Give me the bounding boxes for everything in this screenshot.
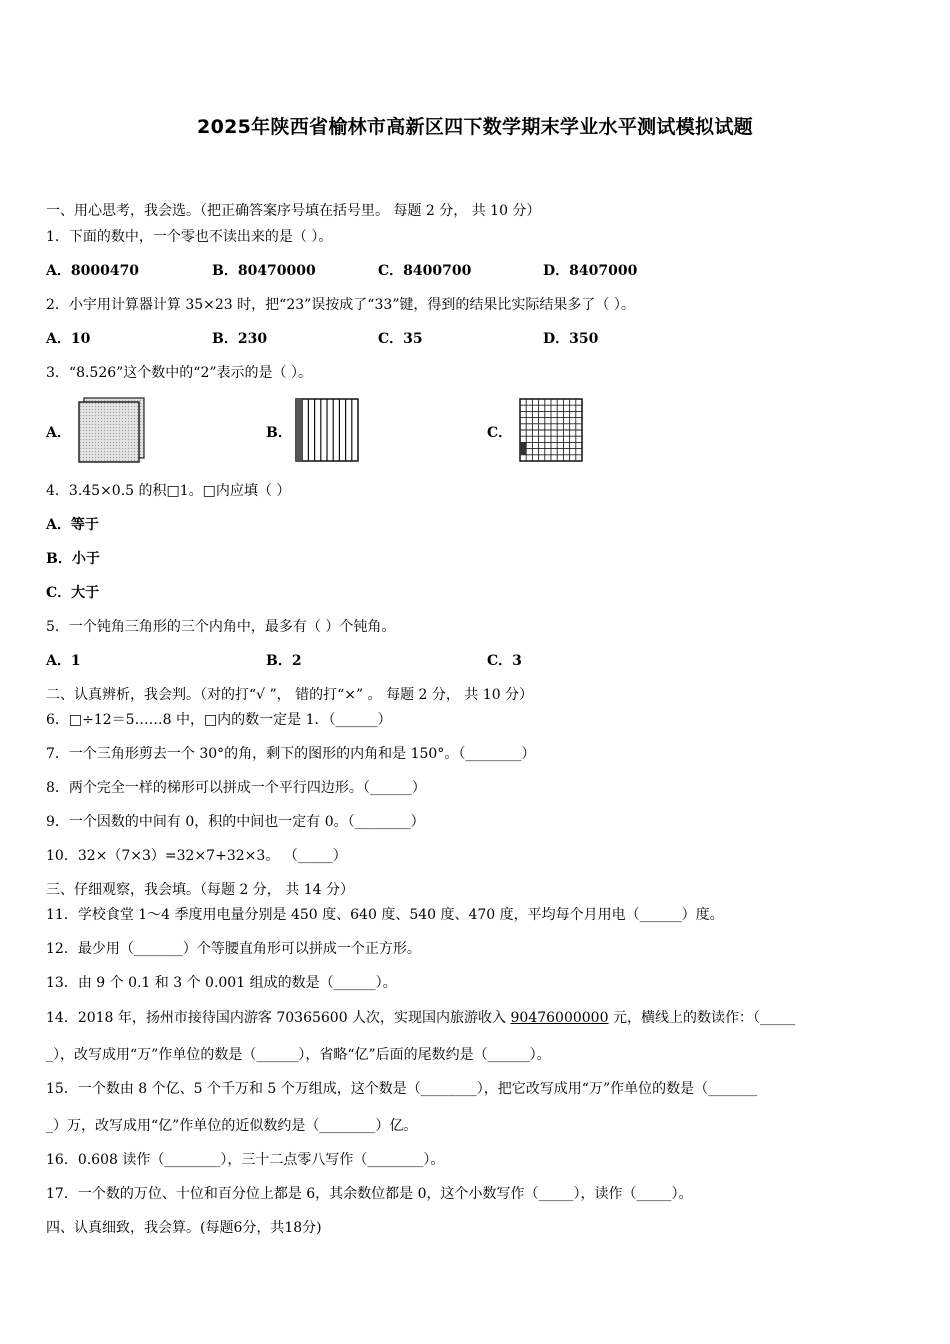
question-1: 1．下面的数中，一个零也不读出来的是（ ）。 — [46, 229, 333, 245]
question-6: 6．□÷12＝5……8 中，□内的数一定是 1．（______） — [46, 712, 392, 728]
question-14-line2: _），改写成用“万”作单位的数是（______），省略“亿”后面的尾数约是（______）。 — [46, 1047, 551, 1063]
section-4-header: 四、认真细致，我会算。(每题6分，共18分) — [46, 1220, 322, 1236]
q5-option-b: B．2 — [266, 653, 302, 669]
q3-option-b: B． — [266, 425, 292, 441]
question-15-line2: _）万，改写成用“亿”作单位的近似数约是（________）亿。 — [46, 1118, 418, 1134]
question-16: 16．0.608 读作（________），三十二点零八写作（________）。 — [46, 1152, 445, 1168]
question-13: 13．由 9 个 0.1 和 3 个 0.001 组成的数是（______）。 — [46, 975, 397, 991]
q2-option-c: C．35 — [378, 331, 423, 347]
q4-option-b: B．小于 — [46, 551, 100, 567]
q14-text-part1: 14．2018 年，扬州市接待国内游客 70365600 人次，实现国内旅游收入 — [46, 1010, 511, 1026]
question-11: 11．学校食堂 1～4 季度用电量分别是 450 度、640 度、540 度、470 度，平均每个月用电（______）度。 — [46, 907, 724, 923]
tenths-strips-figure — [294, 397, 362, 463]
question-17: 17．一个数的万位、十位和百分位上都是 6，其余数位都是 0，这个小数写作（_____），读作（_____）。 — [46, 1186, 693, 1202]
q1-option-a: A．8000470 — [46, 263, 140, 279]
question-3: 3．“8.526”这个数中的“2”表示的是（ ）。 — [46, 365, 312, 381]
question-5: 5．一个钝角三角形的三个内角中，最多有（ ）个钝角。 — [46, 619, 396, 635]
section-3-header: 三、仔细观察，我会填。（每题 2 分， 共 14 分） — [46, 882, 354, 898]
q4-option-a: A．等于 — [46, 517, 99, 533]
q3-option-a: A． — [46, 425, 71, 441]
q2-option-a: A．10 — [46, 331, 91, 347]
question-10: 10．32×（7×3）=32×7+32×3。 （_____） — [46, 848, 347, 864]
hundredths-grid-figure — [518, 397, 586, 463]
q14-underlined-number: 90476000000 — [510, 1010, 609, 1026]
question-4: 4．3.45×0.5 的积□1。□内应填（ ） — [46, 483, 291, 499]
q1-option-d: D．8407000 — [543, 263, 638, 279]
q14-text-part2: 元，横线上的数读作：（_____ — [608, 1010, 795, 1026]
q1-option-b: B．80470000 — [212, 263, 316, 279]
question-15: 15．一个数由 8 个亿、5 个千万和 5 个万组成，这个数是（________），把它改写成用“万”作单位的数是（_______ — [46, 1081, 758, 1097]
page-title: 2025年陕西省榆林市高新区四下数学期末学业水平测试模拟试题 — [197, 116, 753, 138]
section-2-header: 二、认真辨析，我会判。（对的打“√ ”， 错的打“×” 。 每题 2 分， 共 10 分） — [46, 687, 534, 703]
q5-option-c: C．3 — [487, 653, 522, 669]
q5-option-a: A．1 — [46, 653, 81, 669]
question-7: 7．一个三角形剪去一个 30°的角，剩下的图形的内角和是 150°。（________） — [46, 746, 536, 762]
q2-option-b: B．230 — [212, 331, 268, 347]
question-2: 2．小宇用计算器计算 35×23 时，把“23”误按成了“33”键，得到的结果比实际结果多了（ ）。 — [46, 297, 635, 313]
q3-option-c: C． — [487, 425, 513, 441]
q4-option-c: C．大于 — [46, 585, 100, 601]
question-9: 9．一个因数的中间有 0，积的中间也一定有 0。（________） — [46, 814, 425, 830]
q2-option-d: D．350 — [543, 331, 599, 347]
question-8: 8．两个完全一样的梯形可以拼成一个平行四边形。（______） — [46, 780, 426, 796]
section-1-header: 一、用心思考，我会选。（把正确答案序号填在括号里。 每题 2 分， 共 10 分） — [46, 203, 541, 219]
question-12: 12．最少用（_______）个等腰直角形可以拼成一个正方形。 — [46, 941, 421, 957]
question-14 — [46, 1009, 795, 1027]
q1-option-c: C．8400700 — [378, 263, 472, 279]
hundred-square-figure — [76, 396, 148, 464]
